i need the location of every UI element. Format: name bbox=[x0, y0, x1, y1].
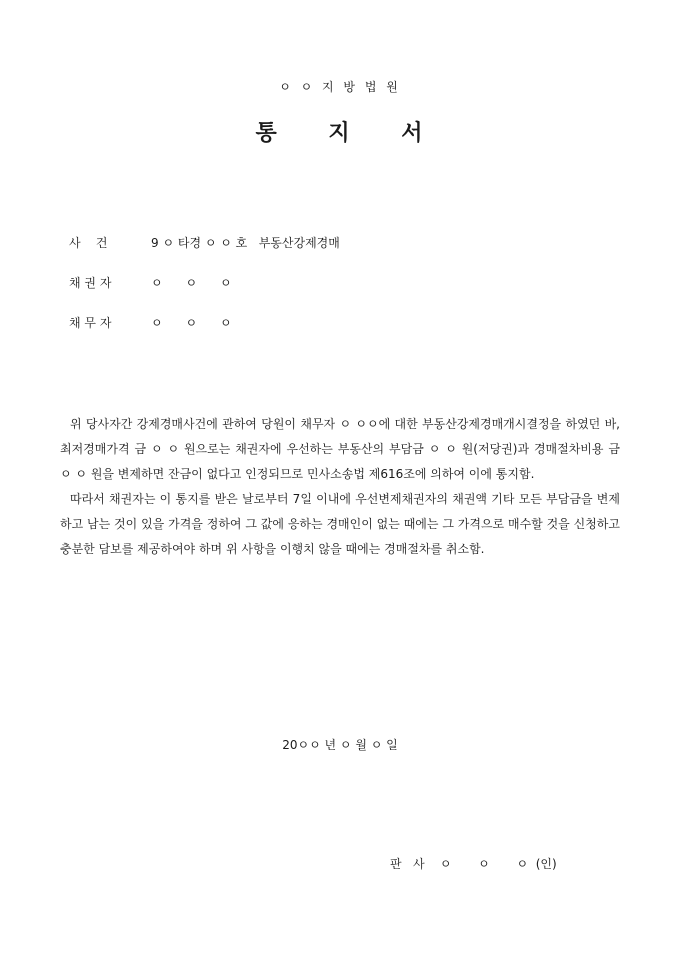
judge-signature: 판 사 ㅇ ㅇ ㅇ (인) bbox=[390, 857, 557, 871]
debtor-label: 채 무 자 bbox=[69, 316, 112, 330]
body-paragraph-2: 따라서 채권자는 이 통지를 받은 날로부터 7일 이내에 우선변제채권자의 채권액 기타 모든 부담금을 변제하고 남는 것이 있을 가격을 정하여 그 값에 응하는 경매인이 없는 때에는 그 가격으로 매수할 것을 신청하고 충분한 담보를 제공하여야 하며 위 사항을 이행치 않을 때에는 경매절차를 취소함. bbox=[60, 492, 620, 556]
document-title: 통 지 서 bbox=[255, 121, 425, 146]
creditor-label: 채 권 자 bbox=[69, 276, 112, 290]
case-label: 사 건 bbox=[69, 236, 108, 250]
issue-date: 20ㅇㅇ 년 ㅇ 월 ㅇ 일 bbox=[282, 738, 398, 752]
debtor-value: ㅇ ㅇ ㅇ bbox=[151, 316, 232, 330]
debtor-row bbox=[69, 314, 232, 331]
creditor-value: ㅇ ㅇ ㅇ bbox=[151, 276, 232, 290]
case-row bbox=[69, 234, 340, 251]
notice-body bbox=[60, 412, 620, 562]
body-paragraph-1: 위 당사자간 강제경매사건에 관하여 당원이 채무자 ㅇ ㅇㅇ에 대한 부동산강제경매개시결정을 하였던 바, 최저경매가격 금 ㅇ ㅇ 원으로는 채권자에 우선하는 부동산의 부담금 ㅇ ㅇ 원(저당권)과 경매절차비용 금 ㅇ ㅇ 원을 변제하면 잔금이 없다고 인정되므로 민사소송법 제616조에 의하여 이에 통지함. bbox=[60, 417, 620, 481]
creditor-row bbox=[69, 274, 232, 291]
court-name: ㅇ ㅇ 지 방 법 원 bbox=[279, 80, 401, 94]
case-value: 9 ㅇ 타경 ㅇ ㅇ 호 부동산강제경매 bbox=[151, 236, 340, 250]
